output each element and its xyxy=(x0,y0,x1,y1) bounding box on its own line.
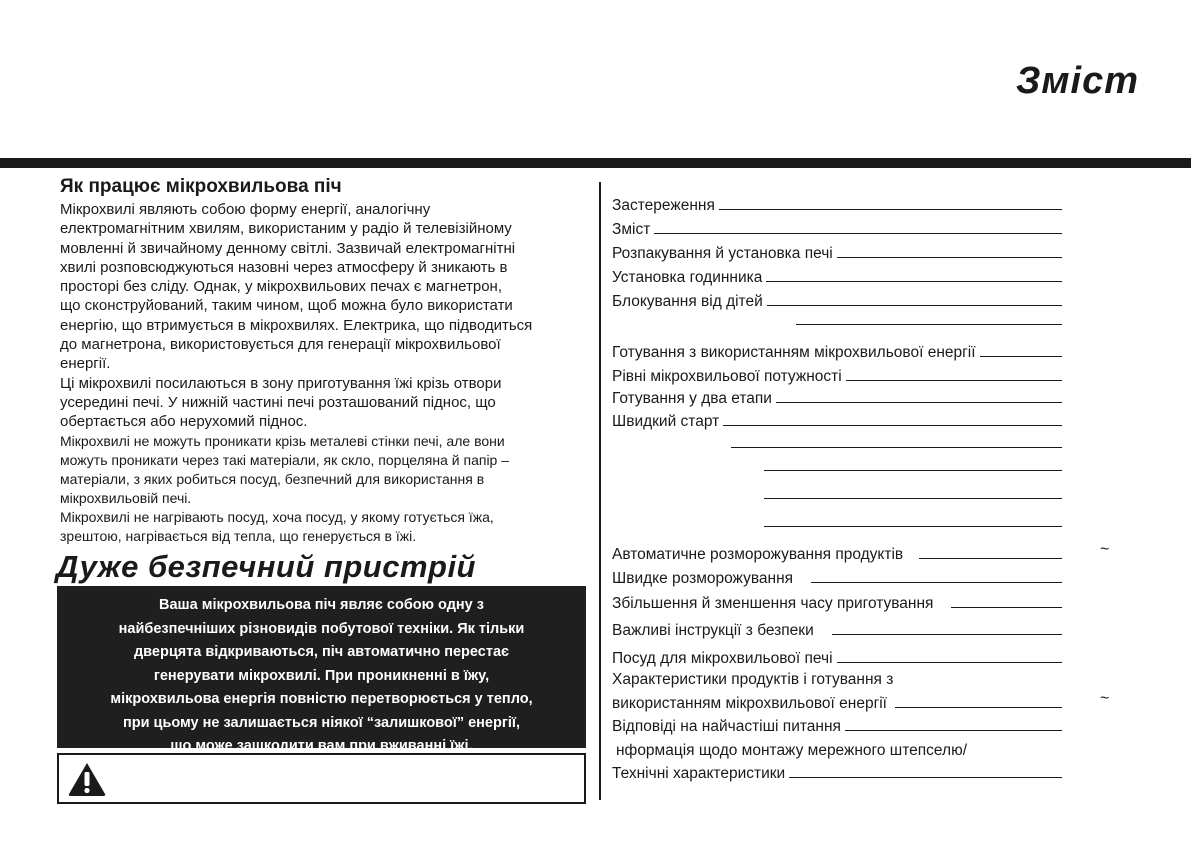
toc-item[interactable]: Важливі інструкції з безпеки xyxy=(612,618,1062,640)
paragraph-3: Мікрохвилі не можуть проникати крізь металеві стінки печі, але вони можуть проникати через такі матеріали, як скло, порцеляна й папір – матеріали, з яких робиться посуд, безпечний для використання в мікрохвильовій печі. xyxy=(60,432,510,506)
toc-item[interactable]: Застереження xyxy=(612,193,1062,215)
toc-item[interactable]: нформація щодо монтажу мережного штепселю/ xyxy=(616,742,967,759)
toc-item[interactable]: Характеристики продуктів і готування з xyxy=(612,671,894,688)
page-title: Зміст xyxy=(1015,60,1139,102)
header-rule xyxy=(0,158,1191,168)
warning-icon xyxy=(67,761,107,797)
toc-item[interactable]: Розпакування й установка печі xyxy=(612,241,1062,263)
paragraph-4: Мікрохвилі не нагрівають посуд, хоча посуд, у якому готується їжа, зрештою, нагрівається від тепла, що генерується в їжі. xyxy=(60,508,494,544)
toc-blank-line xyxy=(731,447,1062,448)
toc-item[interactable]: Швидке розморожування xyxy=(612,566,1062,588)
toc-item[interactable]: Блокування від дітей xyxy=(612,289,1062,311)
toc-item[interactable]: Технічні характеристики xyxy=(612,761,1062,783)
toc-item[interactable]: Рівні мікрохвильової потужності xyxy=(612,364,1062,386)
toc-item[interactable]: Посуд для мікрохвильової печі xyxy=(612,646,1062,668)
toc-blank-line xyxy=(764,470,1062,471)
tilde-mark: ~ xyxy=(1100,690,1110,707)
toc-item-continued[interactable]: використанням мікрохвильової енергії xyxy=(612,691,1062,713)
warning-box xyxy=(57,753,586,804)
safe-device-heading: Дуже безпечний пристрій xyxy=(56,549,476,584)
how-it-works-section xyxy=(60,176,590,546)
toc-item[interactable]: Швидкий старт xyxy=(612,409,1062,431)
paragraph-2: Ці мікрохвилі посилаються в зону приготування їжі крізь отвори усередині печі. У нижній частині печі розташований піднос, що обертається або нерухомий піднос. xyxy=(60,374,502,431)
toc-item[interactable]: Готування у два етапи xyxy=(612,386,1062,408)
toc-item[interactable]: Автоматичне розморожування продуктів xyxy=(612,542,1062,564)
paragraph-1: Мікрохвилі являють собою форму енергії, аналогічну електромагнітним хвилям, використаним у радіо й телевізійному мовленні й звичайному денному світлі. Зазвичай електромагнітні хвилі розповсюджуються назовні через атмосферу й зникають в просторі без сліду. Однак, у мікрохвильових печах є магнетрон, що сконструйований, таким чином, щоб можна було використати енергію, що втримується в мікрохвилях. Електрика, що підводиться до магнетрона, використовується для генерації мікрохвильової енергії. xyxy=(60,201,533,373)
section-heading: Як працює мікрохвильова піч xyxy=(60,176,342,197)
toc-item[interactable]: Збільшення й зменшення часу приготування xyxy=(612,591,1062,613)
toc-item[interactable]: Зміст xyxy=(612,217,1062,239)
toc-blank-line xyxy=(764,498,1062,499)
tilde-mark: ~ xyxy=(1100,541,1110,558)
column-divider xyxy=(599,182,601,800)
toc-item[interactable]: Установка годинника xyxy=(612,265,1062,287)
safety-notice-box: Ваша мікрохвильова піч являє собою одну з найбезпечніших різновидів побутової техніки. Як тільки дверцята відкриваються, піч автоматично перестає генерувати мікрохвилі. При проникненні в їжу, мікрохвильова енергія повністю перетворюється у тепло, при цьому не залишається ніякої “залишкової” енергії, що може зашкодити вам при вживанні їжі. xyxy=(57,586,586,748)
toc-blank-line xyxy=(796,324,1062,325)
toc-item[interactable]: Готування з використанням мікрохвильової енергії xyxy=(612,340,1062,362)
toc-item[interactable]: Відповіді на найчастіші питання xyxy=(612,714,1062,736)
toc-blank-line xyxy=(764,526,1062,527)
